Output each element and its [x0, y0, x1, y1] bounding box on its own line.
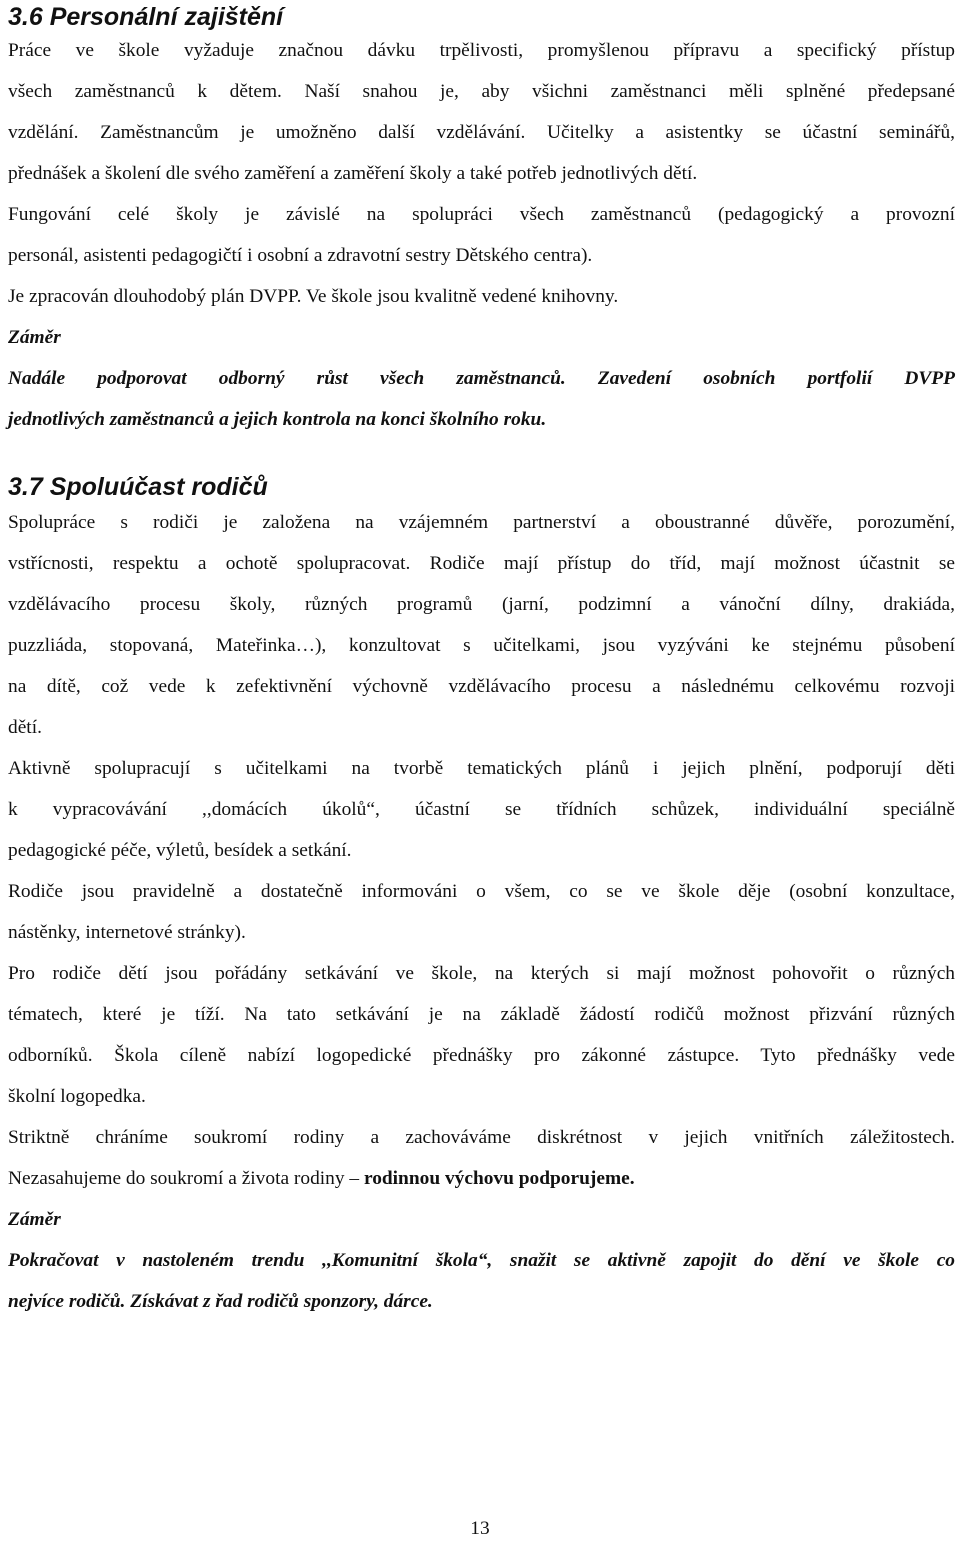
paragraph-line: tématech, které je tíží. Na tato setkávání je na základě žádostí rodičů možnost přizvání různých: [8, 1004, 955, 1025]
paragraph-line: Striktně chráníme soukromí rodiny a zachováváme diskrétnost v jejich vnitřních záležitostech.: [8, 1127, 955, 1148]
paragraph-line: školní logopedka.: [8, 1086, 146, 1107]
zamer-line: Pokračovat v nastoleném trendu ,,Komunitní škola“, snažit se aktivně zapojit do dění ve škole co: [8, 1250, 955, 1271]
paragraph-line: na dítě, což vede k zefektivnění výchovně vzdělávacího procesu a následnému celkovému rozvoji: [8, 676, 955, 697]
paragraph-line: Pro rodiče dětí jsou pořádány setkávání ve škole, na kterých si mají možnost pohovořit o různých: [8, 963, 955, 984]
paragraph-line: Fungování celé školy je závislé na spolupráci všech zaměstnanců (pedagogický a provozní: [8, 204, 955, 225]
paragraph-line: vzdělání. Zaměstnancům je umožněno další vzdělávání. Učitelky a asistentky se účastní seminářů,: [8, 122, 955, 143]
zamer-line: nejvíce rodičů. Získávat z řad rodičů sponzory, dárce.: [8, 1291, 433, 1312]
paragraph-line: puzzliáda, stopovaná, Mateřinka…), konzultovat s učitelkami, jsou vyzýváni ke stejnému působení: [8, 635, 955, 656]
paragraph-line: odborníků. Škola cíleně nabízí logopedické přednášky pro zákonné zástupce. Tyto přednášky vede: [8, 1045, 955, 1066]
paragraph-line: personál, asistenti pedagogičtí i osobní a zdravotní sestry Dětského centra).: [8, 245, 593, 266]
paragraph-line: dětí.: [8, 717, 42, 738]
section-heading-3-6: 3.6 Personální zajištění: [8, 3, 284, 31]
paragraph-line: přednášek a školení dle svého zaměření a zaměření školy a také potřeb jednotlivých dětí.: [8, 163, 698, 184]
zamer-line: Nadále podporovat odborný růst všech zaměstnanců. Zavedení osobních portfolií DVPP: [8, 368, 955, 389]
paragraph-line: vstřícnosti, respektu a ochotě spolupracovat. Rodiče mají přístup do tříd, mají možnost účastnit se: [8, 553, 955, 574]
section-heading-3-7: 3.7 Spoluúčast rodičů: [8, 473, 268, 501]
paragraph-line: Spolupráce s rodiči je založena na vzájemném partnerství a oboustranné důvěře, porozumění,: [8, 512, 955, 533]
paragraph-line: [8, 1166, 955, 1192]
paragraph-line: pedagogické péče, výletů, besídek a setkání.: [8, 840, 352, 861]
paragraph-line: vzdělávacího procesu školy, různých programů (jarní, podzimní a vánoční dílny, drakiáda,: [8, 594, 955, 615]
page-number: 13: [470, 1518, 490, 1539]
paragraph-line: Rodiče jsou pravidelně a dostatečně informováni o všem, co se ve škole děje (osobní konzultace,: [8, 881, 955, 902]
plain-text: Nezasahujeme do soukromí a života rodiny –: [8, 1168, 364, 1189]
paragraph-line: Je zpracován dlouhodobý plán DVPP. Ve škole jsou kvalitně vedené knihovny.: [8, 286, 619, 307]
paragraph-line: Práce ve škole vyžaduje značnou dávku trpělivosti, promyšlenou přípravu a specifický přístup: [8, 40, 955, 61]
paragraph-line: k vypracovávání ,,domácích úkolů“, účastní se třídních schůzek, individuální speciálně: [8, 799, 955, 820]
zamer-label: Záměr: [8, 327, 61, 348]
paragraph-line: všech zaměstnanců k dětem. Naší snahou je, aby všichni zaměstnanci měli splněné předepsané: [8, 81, 955, 102]
zamer-line: jednotlivých zaměstnanců a jejich kontrola na konci školního roku.: [8, 409, 547, 430]
paragraph-line: Aktivně spolupracují s učitelkami na tvorbě tematických plánů i jejich plnění, podporují děti: [8, 758, 955, 779]
paragraph-line: nástěnky, internetové stránky).: [8, 922, 246, 943]
bold-emphasis: rodinnou výchovu podporujeme.: [363, 1168, 635, 1189]
zamer-label: Záměr: [8, 1209, 61, 1230]
